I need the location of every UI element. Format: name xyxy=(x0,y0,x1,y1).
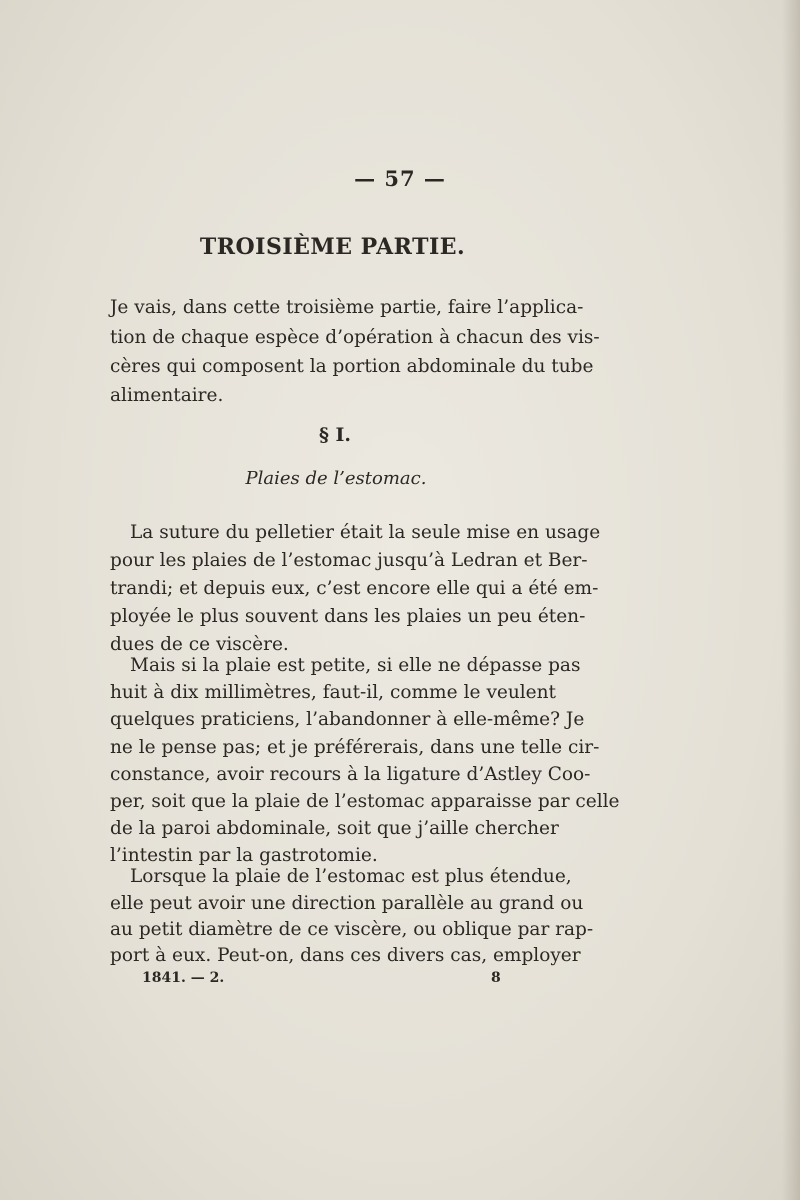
section-number: § I. xyxy=(318,424,352,446)
body-line: constance, avoir recours à la ligature d’Astley Coo- xyxy=(110,764,591,785)
intro-line: Je vais, dans cette troisième partie, faire l’applica- xyxy=(110,297,584,318)
intro-line: cères qui composent la portion abdominale du tube xyxy=(110,356,594,377)
printer-signature: 1841. — 2. xyxy=(142,970,225,986)
body-line: La suture du pelletier était la seule mise en usage xyxy=(130,522,601,543)
body-line: ployée le plus souvent dans les plaies un peu éten- xyxy=(110,606,586,627)
body-line: ne le pense pas; et je préférerais, dans une telle cir- xyxy=(110,737,600,758)
body-line: dues de ce viscère. xyxy=(110,634,289,655)
body-line: port à eux. Peut-on, dans ces divers cas, employer xyxy=(110,945,581,966)
body-line: huit à dix millimètres, faut-il, comme le veulent xyxy=(110,682,556,703)
body-line: de la paroi abdominale, soit que j’aille chercher xyxy=(110,818,559,839)
body-line: Mais si la plaie est petite, si elle ne dépasse pas xyxy=(130,655,581,676)
body-line: elle peut avoir une direction parallèle au grand ou xyxy=(110,893,584,914)
part-title: TROISIÈME PARTIE. xyxy=(199,234,466,260)
body-line: au petit diamètre de ce viscère, ou oblique par rap- xyxy=(110,919,594,940)
body-line: trandi; et depuis eux, c’est encore elle qui a été em- xyxy=(110,578,599,599)
body-line: per, soit que la plaie de l’estomac apparaisse par celle xyxy=(110,791,620,812)
intro-line: tion de chaque espèce d’opération à chacun des vis- xyxy=(110,327,600,348)
body-line: quelques praticiens, l’abandonner à elle-même? Je xyxy=(110,709,585,730)
body-line: Lorsque la plaie de l’estomac est plus étendue, xyxy=(130,866,572,887)
page-number: — 57 — xyxy=(354,166,446,191)
body-line: l’intestin par la gastrotomie. xyxy=(110,845,378,866)
section-title: Plaies de l’estomac. xyxy=(245,468,427,489)
sheet-number: 8 xyxy=(491,970,501,986)
body-line: pour les plaies de l’estomac jusqu’à Ledran et Ber- xyxy=(110,550,588,571)
intro-line: alimentaire. xyxy=(110,385,224,406)
